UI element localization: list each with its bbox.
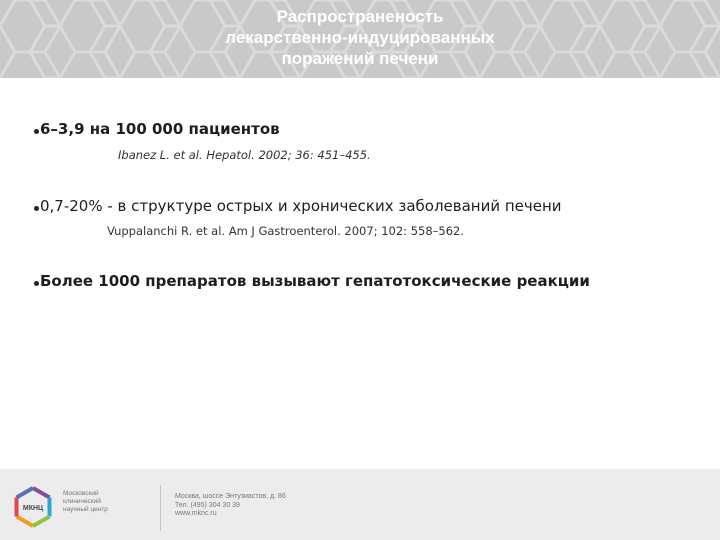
ref-2-journal: Am J Gastroenterol. xyxy=(228,224,341,238)
contact-info xyxy=(175,493,286,519)
title-line-1: Распространеность xyxy=(276,7,444,26)
bullet-3-text: Более 1000 препаратов вызывают гепатотоксические реакции xyxy=(40,272,590,290)
org-line-2: клинический xyxy=(63,498,101,505)
bullet-1-text: 6–3,9 на 100 000 пациентов xyxy=(40,120,280,138)
footer xyxy=(0,469,720,540)
contact-website[interactable]: www.mknc.ru xyxy=(175,510,217,517)
bullet-dot xyxy=(34,129,39,134)
bullet-2-text: 0,7-20% - в структуре острых и хронических заболеваний печени xyxy=(40,197,562,215)
ref-2-details: 2007; 102: 558–562. xyxy=(344,224,465,238)
logo-text: МКНЦ xyxy=(22,505,44,512)
bullet-dot xyxy=(34,206,39,211)
bullet-dot xyxy=(34,281,39,286)
org-line-1: Московский xyxy=(63,490,99,497)
contact-address: Москва, шоссе Энтузиастов, д. 86 xyxy=(175,493,286,500)
title-banner xyxy=(0,0,720,78)
ref-1-authors: Ibanez L. et al. xyxy=(118,148,203,162)
title-line-3: поражений печени xyxy=(281,49,439,68)
mknc-logo xyxy=(11,485,55,529)
footer-divider xyxy=(160,485,161,531)
organization-name xyxy=(63,490,108,514)
ref-1-details: 2002; 36: 451–455. xyxy=(258,148,371,162)
title-line-2: лекарственно-индуцированных xyxy=(225,28,495,47)
org-line-3: научный центр xyxy=(63,506,108,513)
ref-2-authors: Vuppalanchi R. et al. xyxy=(107,224,226,238)
bullet-2-reference xyxy=(107,224,464,238)
bullet-1-reference xyxy=(118,148,371,162)
ref-1-journal: Hepatol. xyxy=(206,148,255,162)
page-title xyxy=(0,6,720,69)
contact-phone: Тел. (495) 304 30 39 xyxy=(175,501,240,509)
